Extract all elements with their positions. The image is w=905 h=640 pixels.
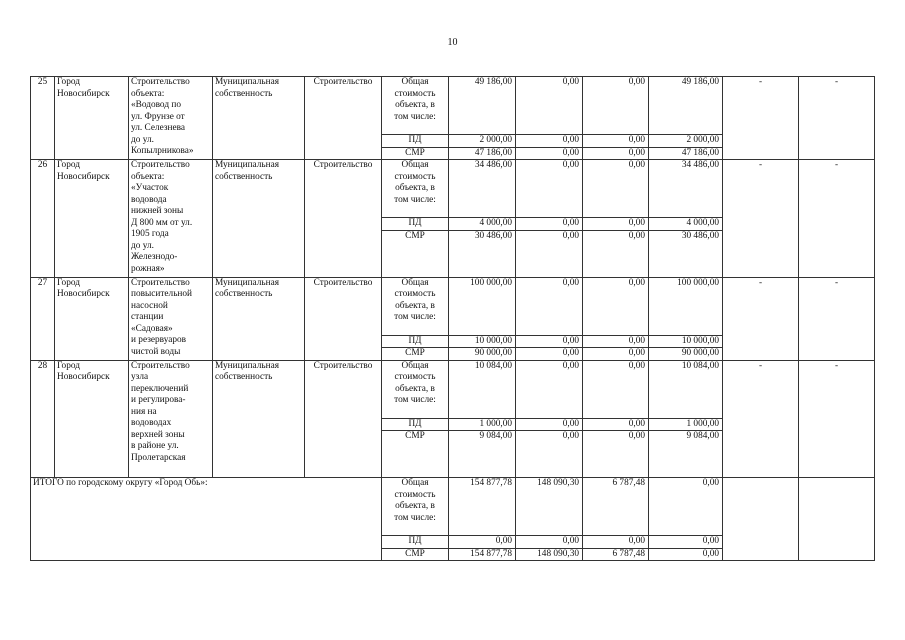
pd-value-cell: 0,00: [516, 218, 583, 231]
total-value-cell: 100 000,00: [449, 277, 516, 335]
kind-cell: Строительство: [305, 360, 382, 478]
pd-value-cell: 0,00: [449, 536, 516, 549]
pd-value-cell: 10 000,00: [449, 335, 516, 348]
pd-value-cell: 4 000,00: [449, 218, 516, 231]
pd-value-cell: 0,00: [583, 335, 649, 348]
smr-value-cell: 30 486,00: [449, 230, 516, 277]
pd-value-cell: 0,00: [516, 135, 583, 148]
total-label-cell: Общая стоимость объекта, в том числе:: [382, 160, 449, 218]
total-label-cell: Общая стоимость объекта, в том числе:: [382, 277, 449, 335]
object-cell: Строительство объекта: «Водовод по ул. Фрунзе от ул. Селезнева до ул. Копылрникова»: [129, 77, 213, 160]
pd-value-cell: 0,00: [516, 536, 583, 549]
extra-cell: -: [799, 360, 875, 478]
smr-value-cell: 6 787,48: [583, 548, 649, 561]
object-cell: Строительство узла переключений и регулирова- ния на водоводах верхней зоны в районе ул. Пролетарская: [129, 360, 213, 478]
extra-cell: -: [723, 277, 799, 360]
smr-label-cell: СМР: [382, 431, 449, 478]
total-value-cell: 49 186,00: [649, 77, 723, 135]
total-label-cell: Общая стоимость объекта, в том числе:: [382, 360, 449, 418]
kind-cell: Строительство: [305, 77, 382, 160]
row-number: 26: [31, 160, 55, 278]
total-value-cell: 0,00: [516, 160, 583, 218]
smr-value-cell: 90 000,00: [649, 348, 723, 361]
total-value-cell: 0,00: [516, 77, 583, 135]
extra-cell: -: [723, 77, 799, 160]
pd-value-cell: 0,00: [583, 218, 649, 231]
ownership-cell: Муниципальная собственность: [213, 160, 305, 278]
ownership-cell: Муниципальная собственность: [213, 277, 305, 360]
total-value-cell: 0,00: [516, 277, 583, 335]
total-value-cell: 34 486,00: [449, 160, 516, 218]
total-value-cell: 10 084,00: [449, 360, 516, 418]
smr-value-cell: 9 084,00: [649, 431, 723, 478]
page-number: 10: [447, 37, 458, 48]
total-row: [31, 478, 875, 536]
extra-cell: [723, 478, 799, 561]
object-cell: Строительство повысительной насосной станции «Садовая» и резервуаров чистой воды: [129, 277, 213, 360]
object-cell: Строительство объекта: «Участок водовода нижней зоны Д 800 мм от ул. 1905 года до ул. Железнодо- рожная»: [129, 160, 213, 278]
table-row: [31, 360, 875, 418]
table-row: [31, 277, 875, 335]
total-value-cell: 0,00: [583, 160, 649, 218]
smr-value-cell: 0,00: [649, 548, 723, 561]
smr-value-cell: 0,00: [516, 147, 583, 160]
total-value-cell: 0,00: [583, 360, 649, 418]
smr-label-cell: СМР: [382, 548, 449, 561]
smr-value-cell: 0,00: [583, 348, 649, 361]
row-number: 25: [31, 77, 55, 160]
smr-value-cell: 0,00: [583, 230, 649, 277]
pd-value-cell: 1 000,00: [449, 418, 516, 431]
pd-value-cell: 1 000,00: [649, 418, 723, 431]
total-value-cell: 148 090,30: [516, 478, 583, 536]
kind-cell: Строительство: [305, 160, 382, 278]
extra-cell: -: [799, 277, 875, 360]
row-number: 27: [31, 277, 55, 360]
city-cell: Город Новосибирск: [55, 160, 129, 278]
extra-cell: -: [723, 160, 799, 278]
smr-value-cell: 154 877,78: [449, 548, 516, 561]
pd-label-cell: ПД: [382, 335, 449, 348]
pd-value-cell: 0,00: [649, 536, 723, 549]
pd-value-cell: 0,00: [583, 418, 649, 431]
smr-value-cell: 9 084,00: [449, 431, 516, 478]
table-row: [31, 77, 875, 135]
pd-value-cell: 4 000,00: [649, 218, 723, 231]
pd-value-cell: 0,00: [583, 536, 649, 549]
pd-value-cell: 0,00: [583, 135, 649, 148]
investment-table: [30, 76, 875, 561]
total-value-cell: 0,00: [516, 360, 583, 418]
extra-cell: -: [799, 77, 875, 160]
total-label-cell: Общая стоимость объекта, в том числе:: [382, 77, 449, 135]
row-number: 28: [31, 360, 55, 478]
smr-value-cell: 90 000,00: [449, 348, 516, 361]
pd-value-cell: 10 000,00: [649, 335, 723, 348]
smr-value-cell: 0,00: [516, 431, 583, 478]
total-value-cell: 100 000,00: [649, 277, 723, 335]
total-value-cell: 0,00: [583, 277, 649, 335]
pd-label-cell: ПД: [382, 135, 449, 148]
extra-cell: [799, 478, 875, 561]
total-value-cell: 0,00: [649, 478, 723, 536]
total-value-cell: 49 186,00: [449, 77, 516, 135]
city-cell: Город Новосибирск: [55, 277, 129, 360]
smr-label-cell: СМР: [382, 230, 449, 277]
pd-label-cell: ПД: [382, 418, 449, 431]
smr-value-cell: 0,00: [583, 431, 649, 478]
ownership-cell: Муниципальная собственность: [213, 77, 305, 160]
total-value-cell: 10 084,00: [649, 360, 723, 418]
total-value-cell: 34 486,00: [649, 160, 723, 218]
pd-value-cell: 2 000,00: [449, 135, 516, 148]
total-value-cell: 154 877,78: [449, 478, 516, 536]
city-cell: Город Новосибирск: [55, 360, 129, 478]
total-row-label: ИТОГО по городскому округу «Город Обь»:: [31, 478, 382, 561]
extra-cell: -: [723, 360, 799, 478]
smr-value-cell: 0,00: [583, 147, 649, 160]
smr-value-cell: 0,00: [516, 348, 583, 361]
smr-label-cell: СМР: [382, 348, 449, 361]
total-label-cell: Общая стоимость объекта, в том числе:: [382, 478, 449, 536]
pd-value-cell: 0,00: [516, 418, 583, 431]
smr-value-cell: 47 186,00: [649, 147, 723, 160]
smr-value-cell: 148 090,30: [516, 548, 583, 561]
city-cell: Город Новосибирск: [55, 77, 129, 160]
kind-cell: Строительство: [305, 277, 382, 360]
smr-label-cell: СМР: [382, 147, 449, 160]
pd-label-cell: ПД: [382, 536, 449, 549]
total-value-cell: 0,00: [583, 77, 649, 135]
ownership-cell: Муниципальная собственность: [213, 360, 305, 478]
smr-value-cell: 0,00: [516, 230, 583, 277]
pd-value-cell: 0,00: [516, 335, 583, 348]
smr-value-cell: 47 186,00: [449, 147, 516, 160]
smr-value-cell: 30 486,00: [649, 230, 723, 277]
pd-label-cell: ПД: [382, 218, 449, 231]
extra-cell: -: [799, 160, 875, 278]
table-row: [31, 160, 875, 218]
total-value-cell: 6 787,48: [583, 478, 649, 536]
pd-value-cell: 2 000,00: [649, 135, 723, 148]
